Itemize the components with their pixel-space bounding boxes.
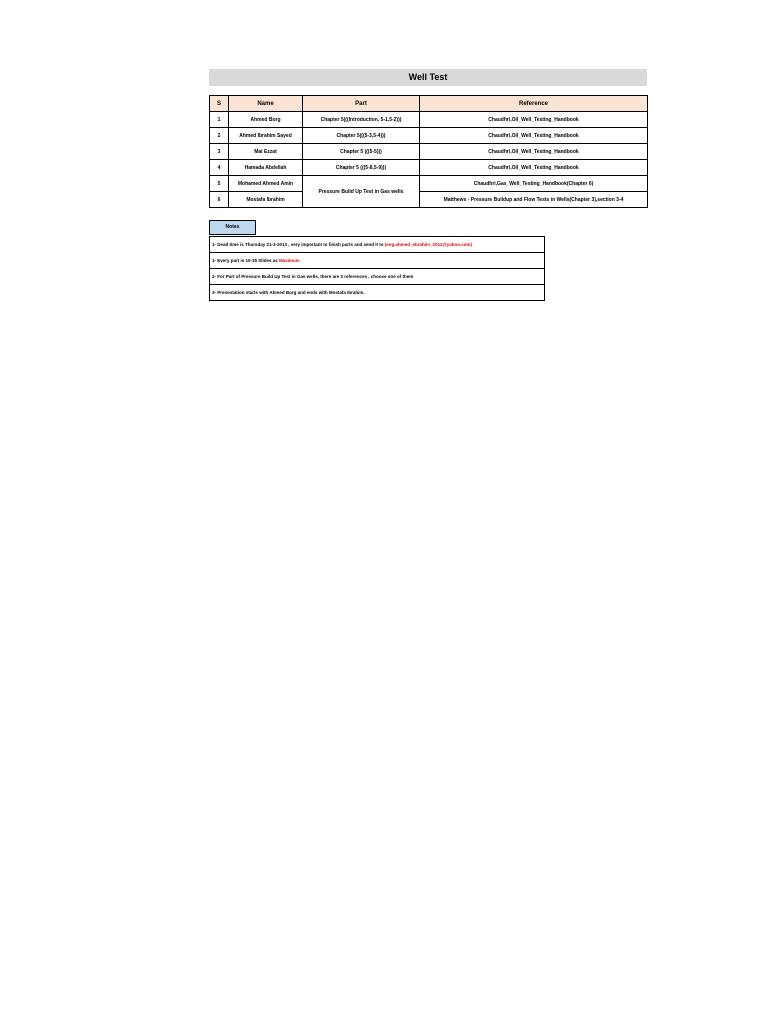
note-row (210, 253, 545, 269)
cell-part: Chapter 5(((5-3,5-4))) (303, 128, 420, 144)
cell-reference: Chaudhri,Oil_Well_Testing_Handbook (420, 160, 648, 176)
table-row (210, 112, 648, 128)
cell-name: Ahmed Ibrahim Sayed (229, 128, 303, 144)
note-cell (210, 253, 545, 269)
table-row (210, 160, 648, 176)
note-row (210, 237, 545, 253)
table-row (210, 128, 648, 144)
cell-s: 5 (210, 176, 229, 192)
header-reference: Reference (420, 96, 648, 112)
cell-reference: Chaudhri,Oil_Well_Testing_Handbook (420, 112, 648, 128)
cell-name: Hamada Abdellah (229, 160, 303, 176)
cell-reference: Chaudhri,Oil_Well_Testing_Handbook (420, 144, 648, 160)
table-row (210, 144, 648, 160)
cell-part-merged: Pressure Build Up Test in Gas wells (303, 176, 420, 208)
note-highlight: Maximum (279, 258, 300, 263)
notes-label: Notes (209, 220, 256, 235)
cell-reference: Chaudhri,Gas_Well_Testing_Handbook(Chapter 6) (420, 176, 648, 192)
cell-s: 6 (210, 192, 229, 208)
note-text: 1- Dead time is Thursday 21-3-2013 , very important to finish parts and send it to (212, 242, 385, 247)
note-cell (210, 285, 545, 301)
note-text: 2- For Part of Pressure Build Up Test in Gas wells, there are 2 references , choose one of them (212, 274, 414, 279)
assignment-table (209, 95, 648, 208)
cell-reference: Matthews - Pressure Buildup and Flow Tests in Wells(Chapter 3),section 3-4 (420, 192, 648, 208)
cell-name: Mohamed Ahmed Amin (229, 176, 303, 192)
cell-part: Chapter 5 (((5-8,5-9))) (303, 160, 420, 176)
note-row (210, 269, 545, 285)
notes-table (209, 236, 545, 301)
header-part: Part (303, 96, 420, 112)
table-row (210, 192, 648, 208)
note-text: 3- Presentation starts with Ahmed Borg and ends with Mostafa Ibrahim. (212, 290, 365, 295)
cell-s: 4 (210, 160, 229, 176)
note-text: 1- Every part is 10-15 Slides as (212, 258, 280, 263)
note-cell (210, 237, 545, 253)
cell-part: Chapter 5(((Introduction, 5-1,5-2))) (303, 112, 420, 128)
cell-name: Mostafa Ibrahim (229, 192, 303, 208)
sheet-title: Well Test (209, 69, 647, 86)
header-s: S (210, 96, 229, 112)
cell-s: 3 (210, 144, 229, 160)
table-row (210, 176, 648, 192)
cell-part: Chapter 5 (((5-5))) (303, 144, 420, 160)
note-email-link[interactable]: (eng.ahmed_ebrahim_2011@yahoo.com) (384, 242, 472, 247)
cell-s: 2 (210, 128, 229, 144)
cell-name: Ahmed Borg (229, 112, 303, 128)
note-cell (210, 269, 545, 285)
cell-s: 1 (210, 112, 229, 128)
note-row (210, 285, 545, 301)
cell-name: Mai Ezzat (229, 144, 303, 160)
table-header-row (210, 96, 648, 112)
cell-reference: Chaudhri,Oil_Well_Testing_Handbook (420, 128, 648, 144)
header-name: Name (229, 96, 303, 112)
